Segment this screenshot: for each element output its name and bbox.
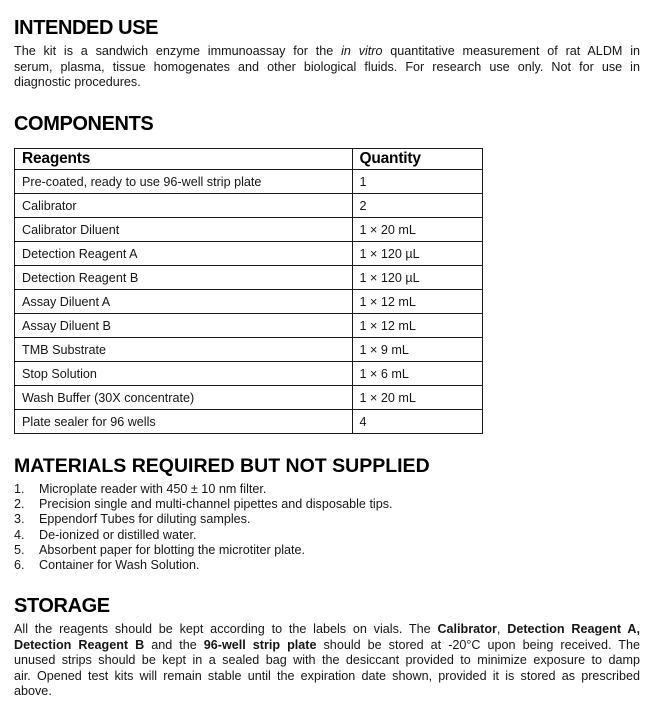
reagent-cell: Calibrator Diluent (15, 218, 353, 242)
quantity-cell: 1 × 120 µL (352, 266, 482, 290)
intended-use-heading: INTENDED USE (14, 17, 159, 39)
table-row (15, 242, 483, 266)
list-item (14, 512, 393, 527)
intended-use-line-3: diagnostic procedures. (14, 75, 141, 89)
quantity-cell: 2 (352, 194, 482, 218)
quantity-cell: 1 (352, 170, 482, 194)
reagent-cell: Stop Solution (15, 362, 353, 386)
components-table (14, 148, 483, 434)
text-segment: and the (144, 637, 204, 652)
list-item-number: 4. (14, 527, 25, 542)
storage-heading: STORAGE (14, 595, 110, 617)
quantity-cell: 1 × 9 mL (352, 338, 482, 362)
list-item (14, 497, 393, 512)
table-row (15, 314, 483, 338)
reagent-cell: TMB Substrate (15, 338, 353, 362)
bold-detection-reagent-b: Detection Reagent B (14, 637, 145, 652)
text-segment: , (496, 622, 508, 636)
table-row (15, 362, 483, 386)
list-item-text: Microplate reader with 450 ± 10 nm filter. (39, 482, 267, 496)
reagent-cell: Plate sealer for 96 wells (15, 410, 353, 434)
table-row (15, 410, 483, 434)
intended-use-line-1 (14, 44, 640, 60)
reagent-cell: Wash Buffer (30X concentrate) (15, 386, 353, 410)
reagent-cell: Assay Diluent B (15, 314, 353, 338)
quantity-cell: 4 (352, 410, 482, 434)
table-row (15, 194, 483, 218)
reagent-cell: Calibrator (15, 194, 353, 218)
materials-list (14, 482, 393, 573)
list-item-number: 3. (14, 512, 25, 527)
quantity-cell: 1 × 12 mL (352, 290, 482, 314)
list-item-text: Absorbent paper for blotting the microtiter plate. (39, 542, 306, 557)
list-item (14, 482, 393, 497)
storage-line-1 (14, 622, 640, 638)
list-item-text: De-ionized or distilled water. (39, 527, 197, 542)
list-item-text: Eppendorf Tubes for diluting samples. (39, 512, 251, 527)
header-quantity: Quantity (352, 149, 482, 170)
header-reagents: Reagents (15, 149, 353, 170)
text-segment: quantitative measurement of rat ALDM in (382, 44, 641, 58)
table-header-row (15, 149, 483, 170)
text-segment: should be stored at -20°C upon being received. The (316, 637, 640, 652)
list-item (14, 543, 393, 558)
quantity-cell: 1 × 6 mL (352, 362, 482, 386)
table-row (15, 386, 483, 410)
intended-use-paragraph (14, 44, 640, 91)
materials-heading: MATERIALS REQUIRED BUT NOT SUPPLIED (14, 455, 430, 477)
table-row (15, 218, 483, 242)
table-row (15, 266, 483, 290)
components-heading: COMPONENTS (14, 113, 154, 135)
intended-use-line-2: serum, plasma, tissue homogenates and other biological fluids. For research use only. Not for use in (14, 59, 640, 74)
storage-line-5: above. (14, 684, 52, 699)
table-row (15, 290, 483, 314)
reagent-cell: Detection Reagent A (15, 242, 353, 266)
quantity-cell: 1 × 12 mL (352, 314, 482, 338)
list-item-number: 1. (14, 482, 25, 496)
text-segment: All the reagents should be kept according to the labels on vials. The (14, 622, 438, 636)
storage-line-3: unused strips should be kept in a sealed bag with the desiccant provided to minimize exposure to damp (14, 653, 640, 668)
list-item-number: 2. (14, 497, 25, 512)
list-item-text: Container for Wash Solution. (39, 558, 200, 573)
reagent-cell: Pre-coated, ready to use 96-well strip plate (15, 170, 353, 194)
storage-paragraph (14, 622, 640, 700)
list-item-number: 6. (14, 558, 25, 573)
bold-detection-reagent-a: Detection Reagent A, (507, 622, 640, 636)
quantity-cell: 1 × 20 mL (352, 386, 482, 410)
bold-96-well-strip-plate: 96-well strip plate (203, 637, 317, 652)
bold-calibrator: Calibrator (437, 622, 497, 636)
reagent-cell: Detection Reagent B (15, 266, 353, 290)
table-row (15, 338, 483, 362)
list-item-number: 5. (14, 542, 25, 557)
reagent-cell: Assay Diluent A (15, 290, 353, 314)
list-item (14, 558, 393, 573)
list-item-text: Precision single and multi-channel pipettes and disposable tips. (39, 497, 393, 512)
table-row (15, 170, 483, 194)
storage-line-4: air. Opened test kits will remain stable until the expiration date shown, provided it is stored as prescribed (14, 668, 640, 683)
text-segment: The kit is a sandwich enzyme immunoassay for the (14, 44, 342, 58)
italic-in-vitro: in vitro (341, 44, 383, 58)
storage-line-2 (14, 638, 640, 654)
quantity-cell: 1 × 20 mL (352, 218, 482, 242)
quantity-cell: 1 × 120 µL (352, 242, 482, 266)
list-item (14, 528, 393, 543)
